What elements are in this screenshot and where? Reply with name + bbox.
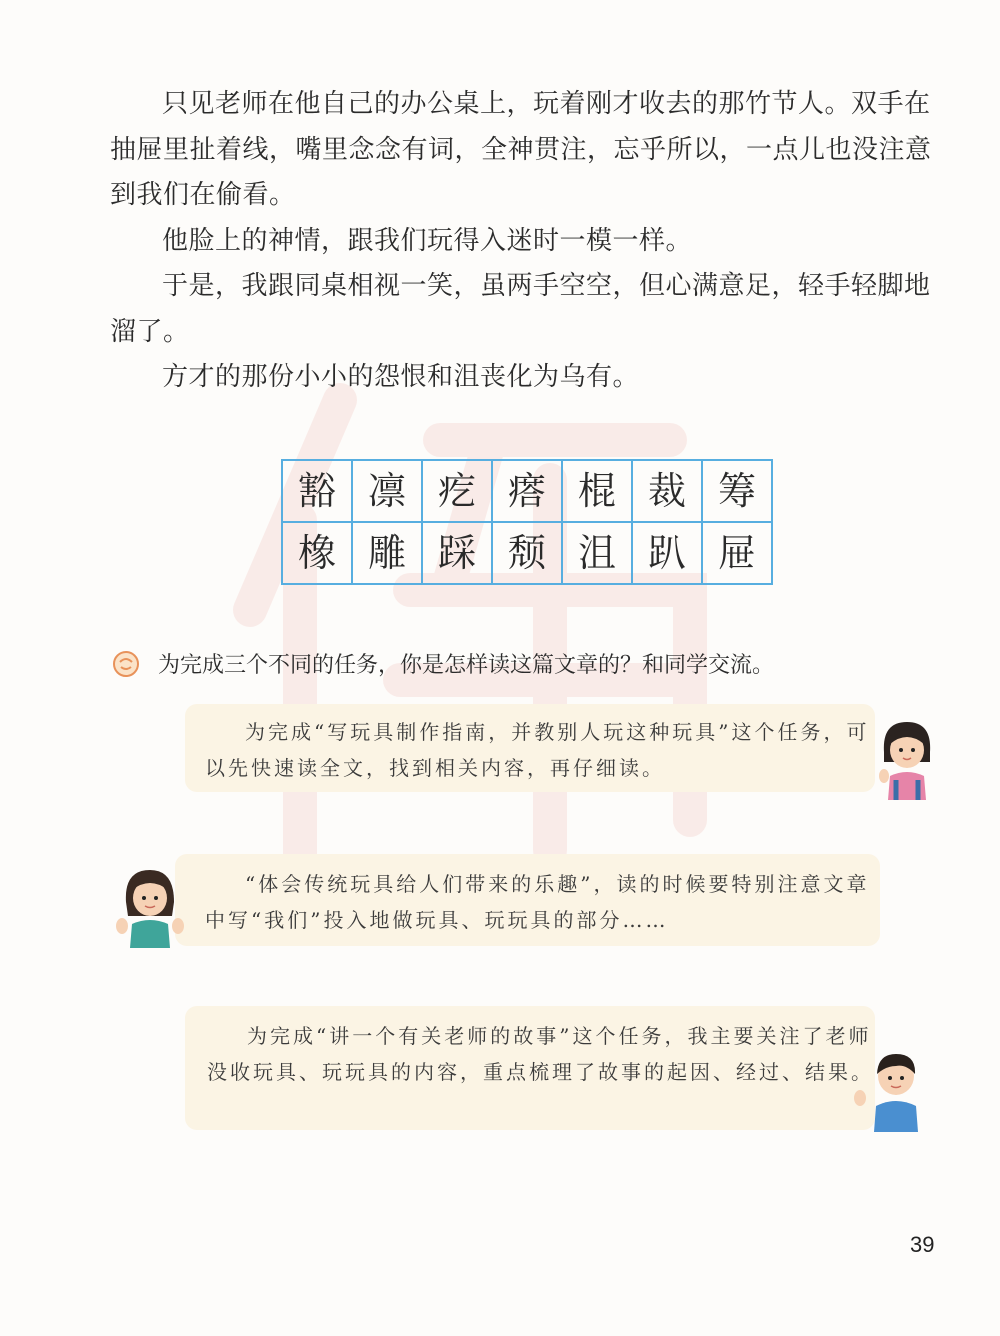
- bubble-text: 为完成“讲一个有关老师的故事”这个任务，我主要关注了老师没收玩具、玩玩具的内容，重点梳理了故事的起因、经过、结果。: [207, 1024, 874, 1084]
- character-cell: 凛: [352, 460, 422, 522]
- boy-avatar-icon: [850, 1046, 934, 1132]
- speech-bubble: [185, 704, 875, 792]
- character-cell: 趴: [632, 522, 702, 584]
- character-cell: 沮: [562, 522, 632, 584]
- page-number: 39: [910, 1232, 935, 1257]
- characters-row: [282, 522, 772, 584]
- characters-row: [282, 460, 772, 522]
- character-cell: 疙: [422, 460, 492, 522]
- discussion-icon: [112, 650, 140, 678]
- girl-avatar-icon: [112, 864, 186, 948]
- character-cell: 踩: [422, 522, 492, 584]
- speech-bubble: [185, 1006, 875, 1130]
- task-text: 为完成三个不同的任务，你是怎样读这篇文章的？和同学交流。: [158, 653, 775, 678]
- bubble-text: 为完成“写玩具制作指南，并教别人玩这种玩具”这个任务，可以先快速读全文，找到相关内容，再仔细读。: [205, 720, 870, 780]
- character-cell: 筹: [702, 460, 772, 522]
- character-cell: 屉: [702, 522, 772, 584]
- paragraph: 他脸上的神情，跟我们玩得入迷时一模一样。: [162, 225, 693, 256]
- new-characters-grid: [281, 459, 773, 585]
- paragraph: 只见老师在他自己的办公桌上，玩着刚才收去的那竹节人。双手在抽屉里扯着线，嘴里念念有词，全神贯注，忘乎所以，一点儿也没注意到我们在偷看。: [110, 89, 932, 210]
- character-cell: 裁: [632, 460, 702, 522]
- speech-bubble: [175, 854, 880, 946]
- character-cell: 棍: [562, 460, 632, 522]
- decorative-watermark: [190, 380, 710, 900]
- discussion-task: [112, 648, 774, 679]
- character-cell: 雕: [352, 522, 422, 584]
- girl-avatar-icon: [872, 716, 942, 800]
- character-cell: 橡: [282, 522, 352, 584]
- reading-passage: [110, 82, 940, 401]
- paragraph: 方才的那份小小的怨恨和沮丧化为乌有。: [162, 362, 640, 392]
- character-cell: 瘩: [492, 460, 562, 522]
- paragraph: 于是，我跟同桌相视一笑，虽两手空空，但心满意足，轻手轻脚地溜了。: [110, 271, 931, 347]
- character-cell: 豁: [282, 460, 352, 522]
- character-cell: 颓: [492, 522, 562, 584]
- bubble-text: “体会传统玩具给人们带来的乐趣”，读的时候要特别注意文章中写“我们”投入地做玩具、玩玩具的部分……: [205, 872, 870, 932]
